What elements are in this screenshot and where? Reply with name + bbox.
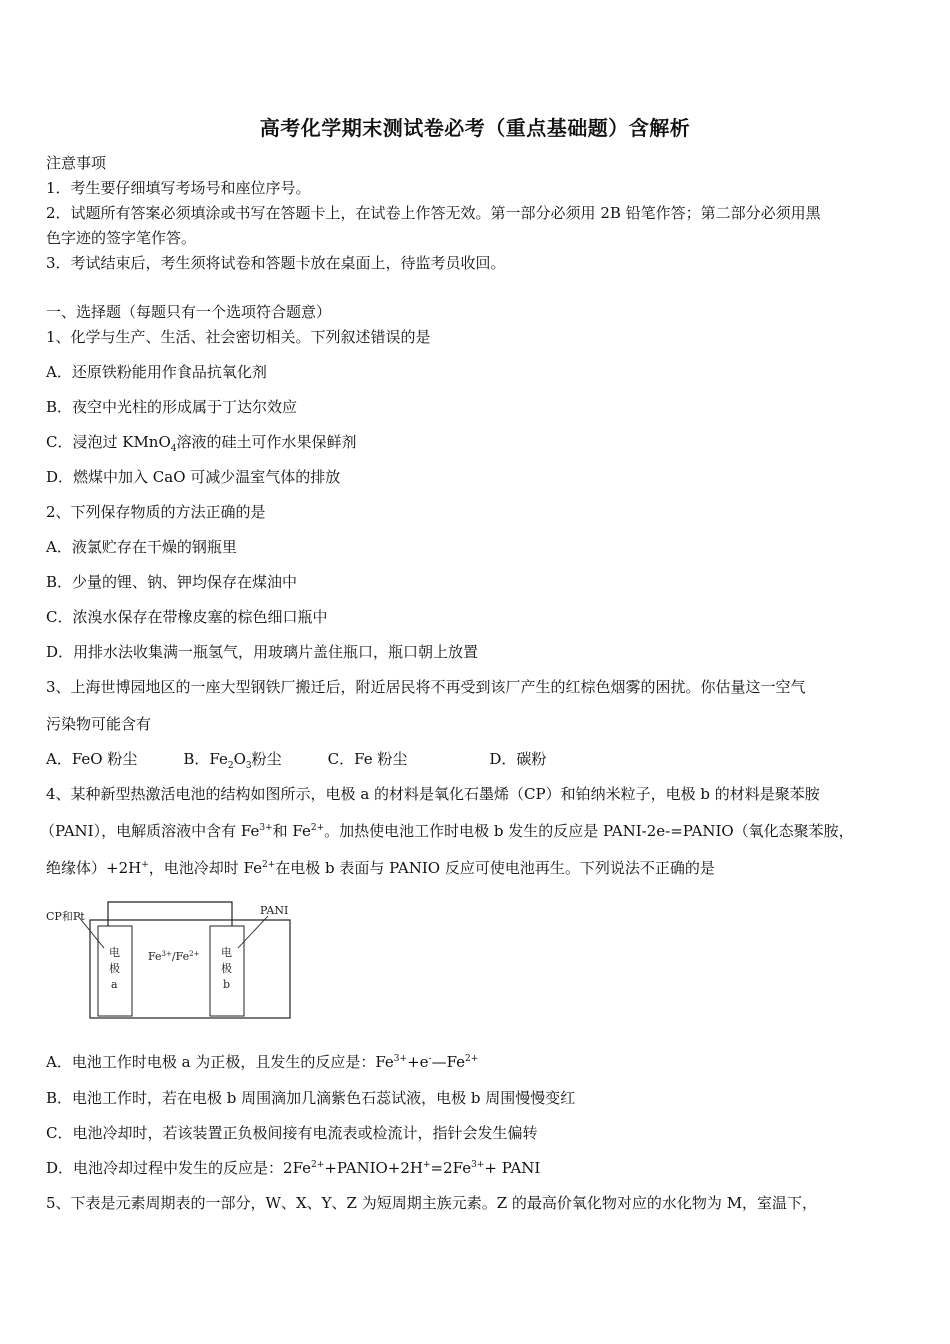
section-heading: 一、选择题（每题只有一个选项符合题意） (46, 303, 332, 321)
left-label: CP和Pt (46, 910, 85, 923)
question-3-option-b: B．$Fe_2O_3$粉尘 (183, 750, 282, 771)
notice-item: 1．考生要仔细填写考场号和座位序号。 (46, 179, 311, 197)
electrode-b-label: b (223, 978, 231, 991)
question-3-options (46, 748, 592, 770)
electrode-a-label: a (111, 978, 118, 991)
question-3-option-c: C．Fe 粉尘 (327, 750, 408, 768)
question-3-stem: 3、上海世博园地区的一座大型钢铁厂搬迁后，附近居民将不再受到该厂产生的红棕色烟雾的困扰。你估量这一空气 (46, 678, 806, 696)
electrolyte-label: $Fe^{3+}/Fe^{2+}$ (148, 950, 200, 963)
page-title: 高考化学期末测试卷必考（重点基础题）含解析 (259, 116, 691, 140)
question-4-stem-cont: （PANI），电解质溶液中含有 $Fe^{3+}$和 $Fe^{2+}$。加热使电池工作时电极 b 发生的反应是 PANI-2e-=PANIO（氧化态聚苯胺， (40, 822, 854, 840)
question-3-stem-cont: 污染物可能含有 (46, 715, 152, 733)
question-1-option-d: D．燃煤中加入 CaO 可减少温室气体的排放 (46, 468, 341, 486)
question-4-option-b: B．电池工作时，若在电极 b 周围滴加几滴紫色石蕊试液，电极 b 周围慢慢变红 (46, 1089, 576, 1107)
question-1-option-a: A．还原铁粉能用作食品抗氧化剂 (46, 363, 267, 381)
question-4-option-c: C．电池冷却时，若该装置正负极间接有电流表或检流计，指针会发生偏转 (46, 1124, 538, 1142)
question-2-stem: 2、下列保存物质的方法正确的是 (46, 503, 266, 521)
question-1-stem: 1、化学与生产、生活、社会密切相关。下列叙述错误的是 (46, 328, 431, 346)
notice-heading: 注意事项 (46, 154, 107, 172)
question-3-option-a: A．FeO 粉尘 (46, 750, 138, 768)
question-4-stem-cont: 绝缘体）+2H+，电池冷却时 $Fe^{2+}$在电极 b 表面与 PANIO 反应可使电池再生。下列说法不正确的是 (46, 859, 715, 877)
external-wire (108, 902, 232, 926)
question-2-option-c: C．浓溴水保存在带橡皮塞的棕色细口瓶中 (46, 608, 328, 626)
question-2-option-d: D．用排水法收集满一瓶氢气，用玻璃片盖住瓶口，瓶口朝上放置 (46, 643, 479, 661)
question-5-stem: 5、下表是元素周期表的一部分，W、X、Y、Z 为短周期主族元素。Z 的最高价氧化物对应的水化物为 M，室温下， (46, 1194, 818, 1212)
notice-item: 色字迹的签字笔作答。 (46, 229, 197, 247)
electrode-a-label: 电 (109, 946, 120, 959)
question-4-option-a: A．电池工作时电极 a 为正极，且发生的反应是：$Fe^{3+}+e^-—Fe^{2+}$ (46, 1053, 479, 1071)
electrode-a-label: 极 (109, 962, 120, 975)
notice-item: 2．试题所有答案必须填涂或书写在答题卡上，在试卷上作答无效。第一部分必须用 2B 铅笔作答；第二部分必须用黑 (46, 204, 821, 222)
question-1-option-c: C．浸泡过 KMnO$_4$溶液的硅土可作水果保鲜剂 (46, 433, 357, 454)
question-1-option-b: B．夜空中光柱的形成属于丁达尔效应 (46, 398, 298, 416)
question-3-option-d: D．碳粉 (489, 750, 547, 768)
electrode-b-label: 极 (221, 962, 232, 975)
question-2-option-b: B．少量的锂、钠、钾均保存在煤油中 (46, 573, 298, 591)
question-4-option-d: D．电池冷却过程中发生的反应是：$2Fe^{2+}+PANIO+2H^+=2Fe^{3+}+$ PANI (46, 1159, 541, 1177)
right-label: PANI (260, 904, 289, 917)
battery-diagram (46, 900, 296, 1025)
notice-item: 3．考试结束后，考生须将试卷和答题卡放在桌面上，待监考员收回。 (46, 254, 506, 272)
question-2-option-a: A．液氯贮存在干燥的钢瓶里 (46, 538, 237, 556)
question-4-stem: 4、某种新型热激活电池的结构如图所示，电极 a 的材料是氧化石墨烯（CP）和铂纳米粒子，电极 b 的材料是聚苯胺 (46, 785, 820, 803)
electrode-b-label: 电 (221, 946, 232, 959)
